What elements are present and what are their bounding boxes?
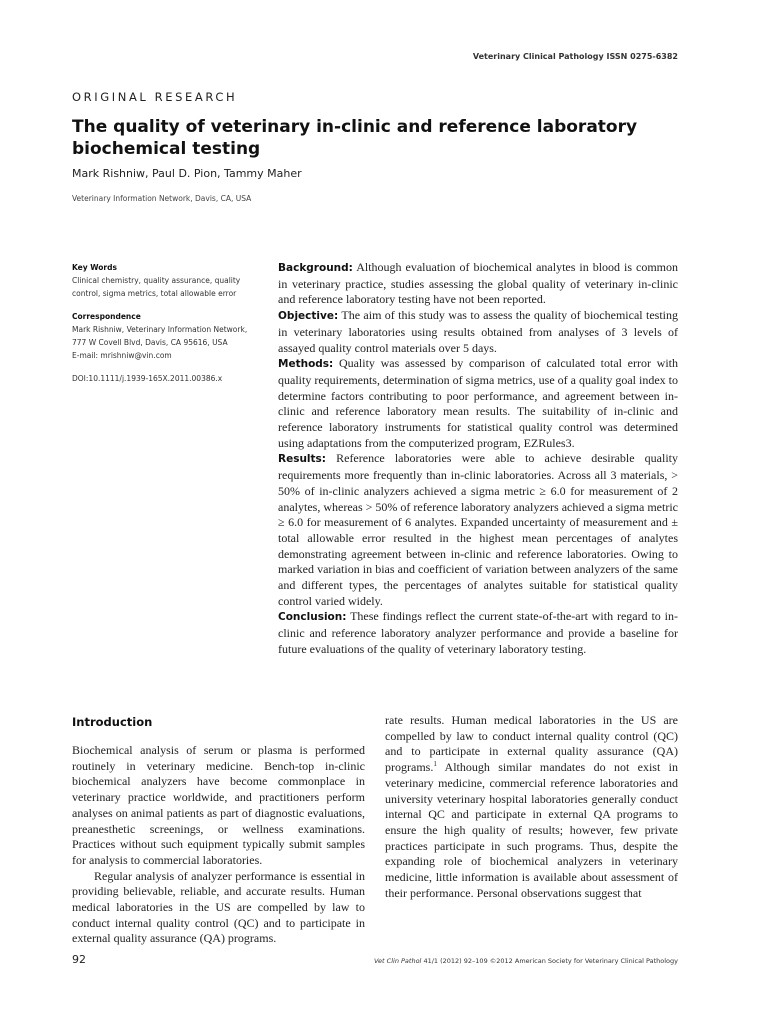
journal-name: Veterinary Clinical Pathology [472,52,604,61]
abstract-methods [278,356,678,451]
abstract-results-label: Results: [278,453,326,466]
article-sidebar [72,261,262,395]
footer-citation [374,957,678,965]
affiliation: Veterinary Information Network, Davis, CA, USA [72,194,252,203]
intro-paragraph-2-rest: Although similar mandates do not exist in veterinary medicine, commercial reference laboratories and university veterinary hospital laboratories generally conduct internal QC and participate in external QA programs to ensure the high quality of results; however, few private practices participate in such programs. Thus, despite the expanding role of biochemical analyzers in veterinary medicine, little information is available about assessment of their performance. Personal observations suggest that [385,760,678,900]
abstract-conclusion-text: These findings reflect the current state-of-the-art with regard to in-clinic and reference laboratory analyzer performance and provide a baseline for future evaluations of the quality of veterinary laboratory testing. [278,609,678,656]
abstract-results-text: Reference laboratories were able to achieve desirable quality requirements more frequently than in-clinic laboratories. Across all 3 materials, > 50% of in-clinic analyzers achieved a sigma metric ≥ 6.0 for measurement of 2 analytes, whereas > 50% of reference laboratory analyzers achieved a sigma metric ≥ 6.0 for measurement of 6 analytes. Expanded uncertainty of measurement and ± total allowable error resulted in the highest mean percentages of analytes demonstrating agreement between in-clinic and reference laboratories. Owing to marked variation in bias and coefficient of variation between analyzers of the same and different types, the percentages of analytes suitable for statistical quality control varied widely. [278,451,679,608]
doi-text[interactable]: DOI:10.1111/j.1939-165X.2011.00386.x [72,374,223,383]
body-column-left [72,743,365,946]
article-title: The quality of veterinary in-clinic and reference laboratory biochemical testing [72,117,638,159]
abstract-objective-text: The aim of this study was to assess the quality of biochemical testing in veterinary laboratories using results obtained from analyses of 3 levels of assayed quality control materials over 5 days. [278,308,678,355]
keywords-block [72,261,262,300]
abstract-methods-label: Methods: [278,358,334,371]
introduction-heading: Introduction [72,715,153,729]
correspondence-address: Mark Rishniw, Veterinary Information Network, 777 W Covell Blvd, Davis, CA 95616, USA [72,325,248,347]
keywords-text: Clinical chemistry, quality assurance, quality control, sigma metrics, total allowable error [72,276,241,298]
abstract-results [278,451,678,609]
abstract-methods-text: Quality was assessed by comparison of calculated total error with quality requirements, determination of sigma metrics, use of a quality goal index to determine factors contributing to poor performance, and agreement between in-clinic and reference laboratory mean results. The suitability of in-clinic and reference laboratory instruments for statistical quality control was determined using adaptations from the computerized program, EZRules3. [278,356,679,450]
correspondence-email[interactable]: E-mail: mrishniw@vin.com [72,351,172,360]
abstract-background-text: Although evaluation of biochemical analytes in blood is common in veterinary practice, studies assessing the global quality of veterinary in-clinic and reference laboratory testing have not been reported. [278,260,678,307]
correspondence-heading: Correspondence [72,312,141,321]
abstract-conclusion [278,609,678,657]
abstract-objective [278,308,678,356]
body-column-right [385,713,678,901]
keywords-heading: Key Words [72,263,117,272]
abstract-conclusion-label: Conclusion: [278,611,347,624]
doi-block [72,372,262,385]
page-number: 92 [72,953,86,966]
journal-header [473,52,678,61]
section-label: ORIGINAL RESEARCH [72,90,238,104]
intro-paragraph-2-start: Regular analysis of analyzer performance is essential in providing believable, reliable, and accurate results. Human medical laboratories in the US are compelled by law to conduct internal quality control (QC) and to participate in external quality assurance (QA) programs. [72,868,365,946]
footer-citation-text: 41/1 (2012) 92–109 ©2012 American Society for Veterinary Clinical Pathology [423,957,678,965]
abstract [278,260,678,658]
abstract-background [278,260,678,308]
intro-paragraph-2-cont: rate results. Human medical laboratories in the US are compelled by law to conduct internal quality control (QC) and to participate in external quality assurance (QA) programs.$^1$ Although similar mandates do not exist in veterinary medicine, commercial reference laboratories and university veterinary hospital laboratories generally conduct internal QC and participate in external QA programs to ensure the high quality of results; however, few private practices participate in such programs. Thus, despite the expanding role of biochemical analyzers in veterinary medicine, little information is available about assessment of their performance. Personal observations suggest that [385,713,678,900]
abstract-objective-label: Objective: [278,310,339,323]
correspondence-block [72,310,262,362]
abstract-background-label: Background: [278,262,353,274]
author-list: Mark Rishniw, Paul D. Pion, Tammy Maher [72,167,302,180]
journal-issn: ISSN 0275-6382 [606,52,678,61]
footer-journal-abbrev: Vet Clin Pathol [373,957,422,965]
reference-superscript[interactable]: 1 [433,760,437,769]
intro-paragraph-1: Biochemical analysis of serum or plasma is performed routinely in veterinary medicine. Bench-top in-clinic biochemical analyzers have become commonplace in veterinary practice worldwide, and practitioners perform analyses on animal patients as part of diagnostic evaluations, preanesthetic screenings, or wellness examinations. Practices without such equipment typically submit samples for analysis to commercial laboratories. [72,743,365,867]
